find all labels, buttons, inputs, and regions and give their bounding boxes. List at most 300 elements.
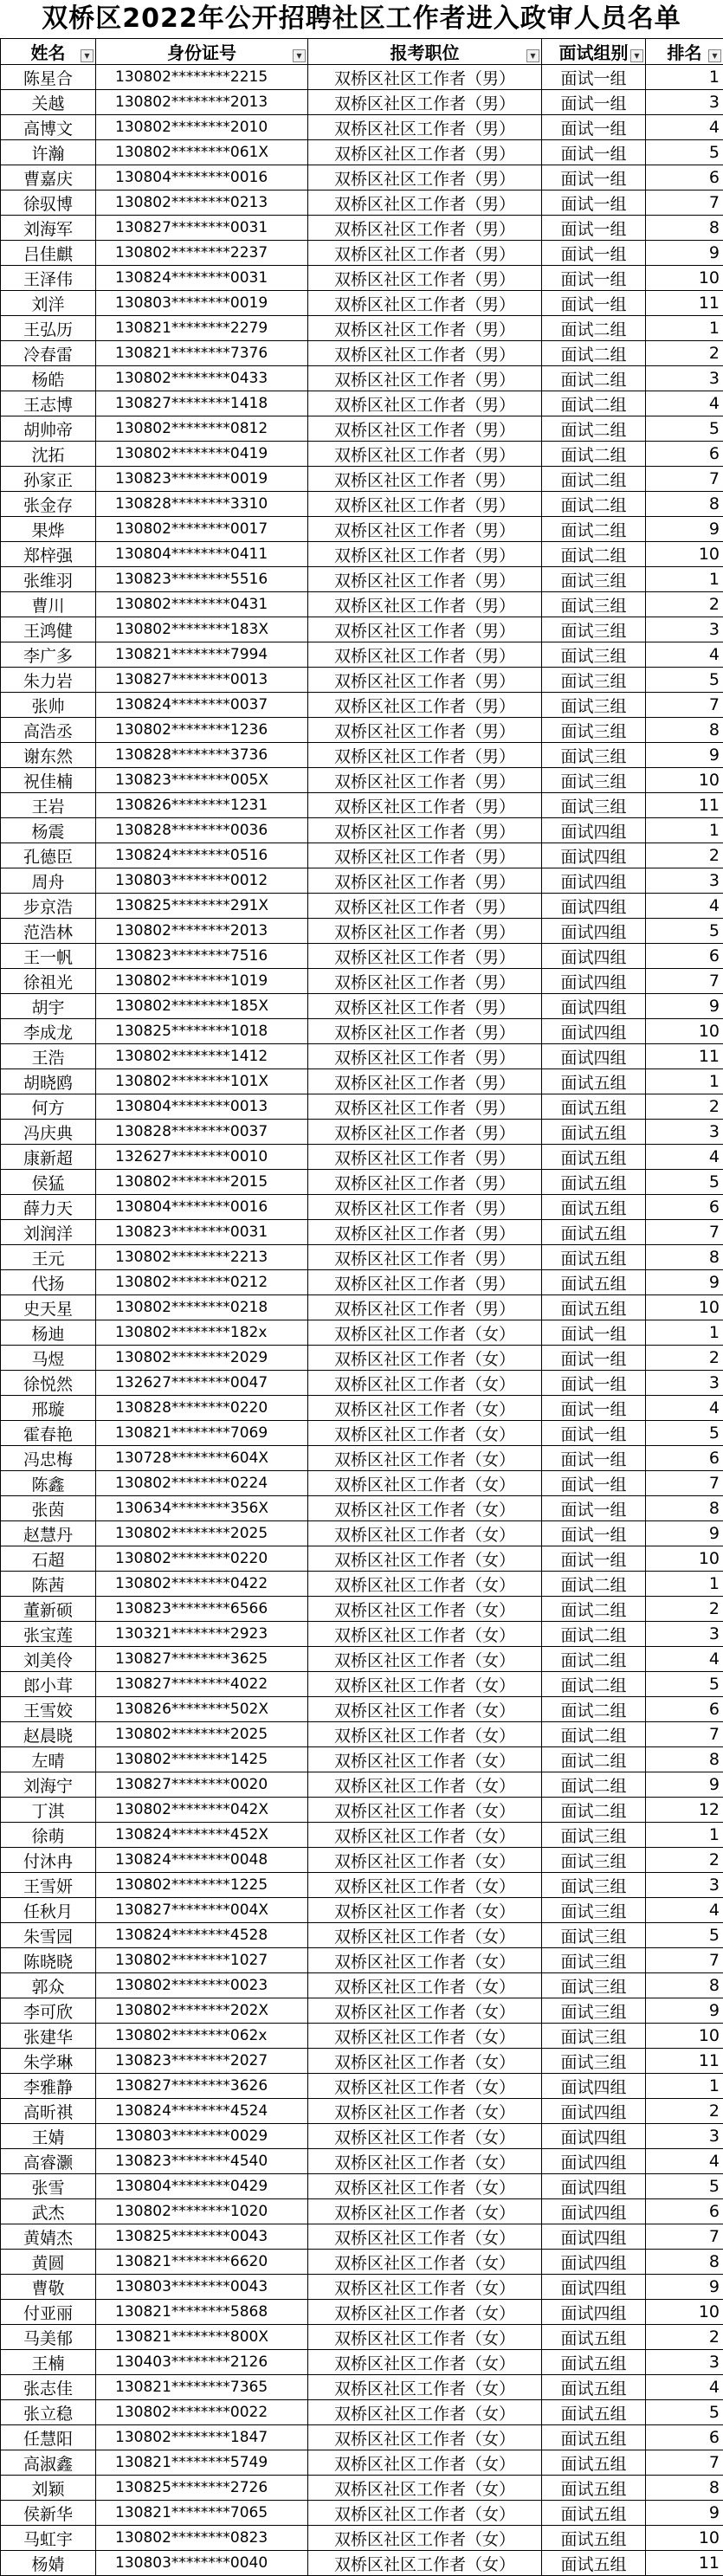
cell-rank: 5 — [646, 2174, 723, 2199]
cell-name: 马煜 — [1, 1346, 96, 1371]
cell-position: 双桥区社区工作者（男） — [308, 65, 542, 90]
cell-position: 双桥区社区工作者（女） — [308, 1898, 542, 1923]
cell-name: 吕佳麒 — [1, 241, 96, 266]
table-row — [1, 1998, 723, 2024]
cell-position: 双桥区社区工作者（女） — [308, 2149, 542, 2174]
cell-interview-group: 面试三组 — [542, 2024, 646, 2049]
cell-interview-group: 面试三组 — [542, 2049, 646, 2074]
cell-id-number: 130802********1019 — [96, 969, 308, 994]
cell-interview-group: 面试一组 — [542, 90, 646, 115]
cell-name: 董新硕 — [1, 1597, 96, 1622]
cell-rank: 10 — [646, 2024, 723, 2049]
cell-rank: 9 — [646, 1270, 723, 1295]
cell-name: 步京浩 — [1, 894, 96, 919]
cell-interview-group: 面试一组 — [542, 1396, 646, 1421]
cell-id-number: 130802********0022 — [96, 2400, 308, 2425]
cell-interview-group: 面试三组 — [542, 617, 646, 642]
cell-position: 双桥区社区工作者（女） — [308, 1546, 542, 1572]
cell-name: 郭众 — [1, 1973, 96, 1998]
filter-dropdown-icon[interactable]: ▼ — [526, 49, 539, 62]
cell-rank: 7 — [646, 1722, 723, 1747]
cell-position: 双桥区社区工作者（男） — [308, 1044, 542, 1069]
cell-id-number: 130828********0037 — [96, 1120, 308, 1145]
cell-id-number: 130803********0040 — [96, 2551, 308, 2576]
cell-id-number: 130804********0429 — [96, 2174, 308, 2199]
filter-dropdown-icon[interactable]: ▼ — [293, 49, 306, 62]
filter-dropdown-icon[interactable]: ▼ — [708, 49, 721, 62]
cell-rank: 11 — [646, 793, 723, 818]
cell-position: 双桥区社区工作者（男） — [308, 366, 542, 391]
cell-position: 双桥区社区工作者（女） — [308, 1747, 542, 1772]
table-row — [1, 2199, 723, 2224]
cell-position: 双桥区社区工作者（女） — [308, 1672, 542, 1697]
cell-name: 任慧阳 — [1, 2425, 96, 2450]
cell-id-number: 130802********1027 — [96, 1948, 308, 1973]
cell-id-number: 130824********0037 — [96, 693, 308, 718]
cell-id-number: 130802********2215 — [96, 65, 308, 90]
cell-rank: 1 — [646, 567, 723, 592]
cell-position: 双桥区社区工作者（男） — [308, 944, 542, 969]
table-row — [1, 617, 723, 642]
cell-name: 王浩 — [1, 1044, 96, 1069]
cell-position: 双桥区社区工作者（男） — [308, 492, 542, 517]
table-row — [1, 542, 723, 567]
filter-dropdown-icon[interactable]: ▼ — [81, 49, 94, 62]
table-row — [1, 919, 723, 944]
cell-id-number: 130802********0017 — [96, 517, 308, 542]
cell-name: 康新超 — [1, 1145, 96, 1170]
cell-position: 双桥区社区工作者（男） — [308, 416, 542, 442]
cell-rank: 4 — [646, 1647, 723, 1672]
table-row — [1, 391, 723, 416]
cell-id-number: 130825********0043 — [96, 2224, 308, 2250]
cell-id-number: 130802********1225 — [96, 1873, 308, 1898]
cell-interview-group: 面试二组 — [542, 1622, 646, 1647]
cell-rank: 5 — [646, 668, 723, 693]
cell-id-number: 130802********0823 — [96, 2526, 308, 2551]
cell-position: 双桥区社区工作者（女） — [308, 2375, 542, 2400]
table-row — [1, 868, 723, 894]
cell-position: 双桥区社区工作者（女） — [308, 1998, 542, 2024]
table-row — [1, 1145, 723, 1170]
cell-position: 双桥区社区工作者（女） — [308, 2275, 542, 2300]
cell-id-number: 130802********1020 — [96, 2199, 308, 2224]
table-row — [1, 1973, 723, 1998]
cell-interview-group: 面试四组 — [542, 2149, 646, 2174]
header-rank-label: 排名 — [668, 42, 702, 63]
cell-id-number: 130802********2010 — [96, 115, 308, 140]
cell-rank: 2 — [646, 2099, 723, 2124]
cell-position: 双桥区社区工作者（女） — [308, 2551, 542, 2576]
cell-interview-group: 面试一组 — [542, 1496, 646, 1521]
cell-interview-group: 面试三组 — [542, 592, 646, 617]
cell-position: 双桥区社区工作者（女） — [308, 1923, 542, 1948]
cell-rank: 11 — [646, 291, 723, 316]
cell-position: 双桥区社区工作者（女） — [308, 1798, 542, 1823]
cell-id-number: 130802********185X — [96, 994, 308, 1019]
cell-position: 双桥区社区工作者（女） — [308, 1371, 542, 1396]
cell-interview-group: 面试二组 — [542, 442, 646, 467]
table-row — [1, 2149, 723, 2174]
cell-rank: 2 — [646, 1346, 723, 1371]
header-name[interactable] — [1, 39, 96, 65]
cell-interview-group: 面试五组 — [542, 1270, 646, 1295]
cell-id-number: 130802********0433 — [96, 366, 308, 391]
cell-interview-group: 面试五组 — [542, 1120, 646, 1145]
cell-interview-group: 面试一组 — [542, 291, 646, 316]
cell-id-number: 130802********1412 — [96, 1044, 308, 1069]
cell-id-number: 130804********0013 — [96, 1094, 308, 1120]
cell-rank: 8 — [646, 492, 723, 517]
cell-name: 黄圆 — [1, 2250, 96, 2275]
cell-rank: 9 — [646, 2275, 723, 2300]
cell-position: 双桥区社区工作者（女） — [308, 2350, 542, 2375]
cell-name: 王岩 — [1, 793, 96, 818]
cell-interview-group: 面试五组 — [542, 1295, 646, 1320]
cell-id-number: 130827********004X — [96, 1898, 308, 1923]
cell-name: 曹川 — [1, 592, 96, 617]
table-row — [1, 1697, 723, 1722]
cell-id-number: 130802********2029 — [96, 1346, 308, 1371]
cell-position: 双桥区社区工作者（男） — [308, 391, 542, 416]
cell-rank: 2 — [646, 1597, 723, 1622]
cell-name: 朱力岩 — [1, 668, 96, 693]
cell-interview-group: 面试三组 — [542, 1998, 646, 2024]
cell-interview-group: 面试一组 — [542, 1521, 646, 1546]
cell-name: 马虹宇 — [1, 2526, 96, 2551]
table-row — [1, 1471, 723, 1496]
cell-id-number: 130802********101X — [96, 1069, 308, 1094]
header-id[interactable] — [96, 39, 308, 65]
table-row — [1, 2375, 723, 2400]
cell-id-number: 130821********7069 — [96, 1421, 308, 1446]
cell-rank: 9 — [646, 517, 723, 542]
cell-interview-group: 面试五组 — [542, 2400, 646, 2425]
cell-id-number: 130821********2279 — [96, 316, 308, 341]
cell-interview-group: 面试五组 — [542, 1245, 646, 1270]
cell-name: 任秋月 — [1, 1898, 96, 1923]
table-row — [1, 216, 723, 241]
cell-id-number: 130827********0020 — [96, 1772, 308, 1798]
cell-name: 孔德臣 — [1, 843, 96, 868]
cell-interview-group: 面试四组 — [542, 2074, 646, 2099]
cell-rank: 4 — [646, 1898, 723, 1923]
cell-name: 谢东然 — [1, 743, 96, 768]
table-row — [1, 341, 723, 366]
cell-position: 双桥区社区工作者（男） — [308, 517, 542, 542]
cell-rank: 10 — [646, 1295, 723, 1320]
cell-interview-group: 面试三组 — [542, 1948, 646, 1973]
header-group[interactable] — [542, 39, 646, 65]
cell-position: 双桥区社区工作者（女） — [308, 2400, 542, 2425]
cell-interview-group: 面试一组 — [542, 241, 646, 266]
table-row — [1, 2325, 723, 2350]
cell-interview-group: 面试三组 — [542, 743, 646, 768]
cell-id-number: 130821********7065 — [96, 2501, 308, 2526]
cell-position: 双桥区社区工作者（男） — [308, 1270, 542, 1295]
cell-position: 双桥区社区工作者（男） — [308, 818, 542, 843]
cell-rank: 8 — [646, 2476, 723, 2501]
cell-id-number: 130802********0213 — [96, 190, 308, 216]
table-row — [1, 743, 723, 768]
cell-interview-group: 面试二组 — [542, 1672, 646, 1697]
table-row — [1, 2275, 723, 2300]
cell-name: 许瀚 — [1, 140, 96, 165]
table-row — [1, 2501, 723, 2526]
cell-rank: 6 — [646, 1195, 723, 1220]
cell-position: 双桥区社区工作者（男） — [308, 341, 542, 366]
table-row — [1, 1672, 723, 1697]
cell-position: 双桥区社区工作者（女） — [308, 2199, 542, 2224]
cell-position: 双桥区社区工作者（男） — [308, 919, 542, 944]
cell-rank: 9 — [646, 1521, 723, 1546]
table-row — [1, 1948, 723, 1973]
cell-name: 范浩林 — [1, 919, 96, 944]
cell-rank: 2 — [646, 592, 723, 617]
cell-interview-group: 面试四组 — [542, 2199, 646, 2224]
cell-interview-group: 面试一组 — [542, 266, 646, 291]
cell-id-number: 130824********4528 — [96, 1923, 308, 1948]
cell-name: 张金存 — [1, 492, 96, 517]
cell-id-number: 130803********0012 — [96, 868, 308, 894]
cell-rank: 7 — [646, 969, 723, 994]
cell-name: 孙家正 — [1, 467, 96, 492]
cell-position: 双桥区社区工作者（男） — [308, 1019, 542, 1044]
cell-position: 双桥区社区工作者（女） — [308, 2526, 542, 2551]
cell-id-number: 130824********4524 — [96, 2099, 308, 2124]
cell-interview-group: 面试四组 — [542, 843, 646, 868]
cell-position: 双桥区社区工作者（男） — [308, 467, 542, 492]
cell-rank: 1 — [646, 65, 723, 90]
table-row — [1, 2551, 723, 2576]
table-row — [1, 1421, 723, 1446]
cell-rank: 7 — [646, 2450, 723, 2476]
cell-rank: 5 — [646, 2400, 723, 2425]
cell-interview-group: 面试五组 — [542, 2501, 646, 2526]
cell-interview-group: 面试五组 — [542, 1220, 646, 1245]
cell-interview-group: 面试一组 — [542, 1371, 646, 1396]
cell-position: 双桥区社区工作者（女） — [308, 1848, 542, 1873]
cell-rank: 5 — [646, 1170, 723, 1195]
cell-interview-group: 面试四组 — [542, 1044, 646, 1069]
cell-interview-group: 面试三组 — [542, 793, 646, 818]
cell-id-number: 130802********062x — [96, 2024, 308, 2049]
cell-name: 赵慧丹 — [1, 1521, 96, 1546]
cell-position: 双桥区社区工作者（女） — [308, 1647, 542, 1672]
cell-interview-group: 面试一组 — [542, 1546, 646, 1572]
cell-position: 双桥区社区工作者（女） — [308, 2174, 542, 2199]
cell-id-number: 130824********452X — [96, 1823, 308, 1848]
cell-interview-group: 面试二组 — [542, 1572, 646, 1597]
cell-interview-group: 面试二组 — [542, 1722, 646, 1747]
cell-position: 双桥区社区工作者（男） — [308, 165, 542, 190]
cell-id-number: 130827********0013 — [96, 668, 308, 693]
cell-name: 刘洋 — [1, 291, 96, 316]
table-row — [1, 1446, 723, 1471]
cell-name: 付沐冉 — [1, 1848, 96, 1873]
cell-rank: 1 — [646, 1572, 723, 1597]
cell-interview-group: 面试二组 — [542, 391, 646, 416]
cell-interview-group: 面试一组 — [542, 1346, 646, 1371]
table-row — [1, 1898, 723, 1923]
cell-interview-group: 面试二组 — [542, 416, 646, 442]
cell-rank: 3 — [646, 617, 723, 642]
cell-position: 双桥区社区工作者（男） — [308, 743, 542, 768]
cell-rank: 10 — [646, 1019, 723, 1044]
cell-id-number: 130802********0812 — [96, 416, 308, 442]
table-row — [1, 366, 723, 391]
cell-interview-group: 面试五组 — [542, 2526, 646, 2551]
cell-name: 张维羽 — [1, 567, 96, 592]
cell-id-number: 130802********0431 — [96, 592, 308, 617]
cell-name: 高淑鑫 — [1, 2450, 96, 2476]
cell-name: 杨皓 — [1, 366, 96, 391]
cell-name: 马美郁 — [1, 2325, 96, 2350]
cell-position: 双桥区社区工作者（男） — [308, 190, 542, 216]
table-row — [1, 2526, 723, 2551]
cell-position: 双桥区社区工作者（女） — [308, 1722, 542, 1747]
cell-name: 周舟 — [1, 868, 96, 894]
cell-rank: 8 — [646, 1973, 723, 1998]
cell-interview-group: 面试五组 — [542, 1195, 646, 1220]
cell-rank: 6 — [646, 165, 723, 190]
table-row — [1, 416, 723, 442]
cell-rank: 10 — [646, 768, 723, 793]
cell-name: 左晴 — [1, 1747, 96, 1772]
table-row — [1, 894, 723, 919]
cell-position: 双桥区社区工作者（男） — [308, 442, 542, 467]
cell-name: 王雪妍 — [1, 1873, 96, 1898]
cell-id-number: 130802********2213 — [96, 1245, 308, 1270]
table-row — [1, 793, 723, 818]
cell-id-number: 130823********005X — [96, 768, 308, 793]
cell-interview-group: 面试二组 — [542, 1647, 646, 1672]
cell-id-number: 130821********7365 — [96, 2375, 308, 2400]
cell-position: 双桥区社区工作者（男） — [308, 241, 542, 266]
filter-dropdown-icon[interactable]: ▼ — [630, 49, 643, 62]
cell-id-number: 130321********2923 — [96, 1622, 308, 1647]
cell-position: 双桥区社区工作者（女） — [308, 1421, 542, 1446]
cell-rank: 1 — [646, 2074, 723, 2099]
cell-interview-group: 面试四组 — [542, 2124, 646, 2149]
cell-rank: 3 — [646, 2124, 723, 2149]
table-row — [1, 2250, 723, 2275]
cell-id-number: 130802********2237 — [96, 241, 308, 266]
cell-interview-group: 面试四组 — [542, 868, 646, 894]
cell-name: 刘美伶 — [1, 1647, 96, 1672]
table-row — [1, 1295, 723, 1320]
header-rank[interactable] — [646, 39, 723, 65]
cell-interview-group: 面试二组 — [542, 1772, 646, 1798]
table-row — [1, 1747, 723, 1772]
table-row — [1, 2450, 723, 2476]
table-row — [1, 2049, 723, 2074]
header-position[interactable] — [308, 39, 542, 65]
table-row — [1, 2174, 723, 2199]
cell-id-number: 130802********2025 — [96, 1722, 308, 1747]
cell-position: 双桥区社区工作者（男） — [308, 1069, 542, 1094]
cell-interview-group: 面试二组 — [542, 1597, 646, 1622]
cell-rank: 7 — [646, 1948, 723, 1973]
table-row — [1, 2476, 723, 2501]
cell-name: 王婧 — [1, 2124, 96, 2149]
cell-id-number: 130827********3626 — [96, 2074, 308, 2099]
cell-position: 双桥区社区工作者（女） — [308, 1823, 542, 1848]
cell-name: 霍春艳 — [1, 1421, 96, 1446]
table-row — [1, 1170, 723, 1195]
table-row — [1, 90, 723, 115]
cell-rank: 5 — [646, 919, 723, 944]
cell-rank: 4 — [646, 894, 723, 919]
cell-id-number: 130825********1018 — [96, 1019, 308, 1044]
table-row — [1, 1772, 723, 1798]
cell-rank: 5 — [646, 140, 723, 165]
cell-id-number: 130802********1236 — [96, 718, 308, 743]
cell-rank: 8 — [646, 1245, 723, 1270]
cell-rank: 4 — [646, 115, 723, 140]
cell-interview-group: 面试三组 — [542, 768, 646, 793]
cell-position: 双桥区社区工作者（女） — [308, 1572, 542, 1597]
cell-id-number: 130827********0031 — [96, 216, 308, 241]
cell-name: 张建华 — [1, 2024, 96, 2049]
table-row — [1, 2224, 723, 2250]
cell-rank: 9 — [646, 2501, 723, 2526]
cell-id-number: 130802********0212 — [96, 1270, 308, 1295]
cell-interview-group: 面试四组 — [542, 2224, 646, 2250]
cell-name: 李可欣 — [1, 1998, 96, 2024]
cell-rank: 3 — [646, 1120, 723, 1145]
cell-position: 双桥区社区工作者（男） — [308, 718, 542, 743]
cell-interview-group: 面试三组 — [542, 1898, 646, 1923]
cell-interview-group: 面试二组 — [542, 316, 646, 341]
cell-name: 张帅 — [1, 693, 96, 718]
cell-rank: 11 — [646, 2049, 723, 2074]
cell-interview-group: 面试三组 — [542, 642, 646, 668]
cell-interview-group: 面试一组 — [542, 1471, 646, 1496]
cell-name: 祝佳楠 — [1, 768, 96, 793]
cell-interview-group: 面试三组 — [542, 718, 646, 743]
cell-rank: 10 — [646, 542, 723, 567]
cell-name: 张立稳 — [1, 2400, 96, 2425]
cell-name: 胡宇 — [1, 994, 96, 1019]
cell-rank: 9 — [646, 241, 723, 266]
cell-id-number: 130823********4540 — [96, 2149, 308, 2174]
cell-interview-group: 面试五组 — [542, 1170, 646, 1195]
cell-position: 双桥区社区工作者（女） — [308, 2024, 542, 2049]
cell-position: 双桥区社区工作者（女） — [308, 1697, 542, 1722]
cell-name: 冯忠梅 — [1, 1446, 96, 1471]
cell-position: 双桥区社区工作者（男） — [308, 90, 542, 115]
cell-position: 双桥区社区工作者（男） — [308, 567, 542, 592]
cell-id-number: 130828********3310 — [96, 492, 308, 517]
page-title: 双桥区2022年公开招聘社区工作者进入政审人员名单 — [0, 0, 723, 38]
cell-position: 双桥区社区工作者（男） — [308, 140, 542, 165]
cell-name: 沈拓 — [1, 442, 96, 467]
cell-name: 侯猛 — [1, 1170, 96, 1195]
cell-id-number: 130802********183X — [96, 617, 308, 642]
cell-interview-group: 面试一组 — [542, 1421, 646, 1446]
cell-name: 高浩丞 — [1, 718, 96, 743]
cell-name: 武杰 — [1, 2199, 96, 2224]
cell-rank: 6 — [646, 1446, 723, 1471]
cell-id-number: 130821********5749 — [96, 2450, 308, 2476]
cell-rank: 11 — [646, 2551, 723, 2576]
cell-name: 朱雪园 — [1, 1923, 96, 1948]
cell-id-number: 130824********0048 — [96, 1848, 308, 1873]
cell-rank: 2 — [646, 1848, 723, 1873]
cell-rank: 8 — [646, 216, 723, 241]
cell-name: 邢璇 — [1, 1396, 96, 1421]
